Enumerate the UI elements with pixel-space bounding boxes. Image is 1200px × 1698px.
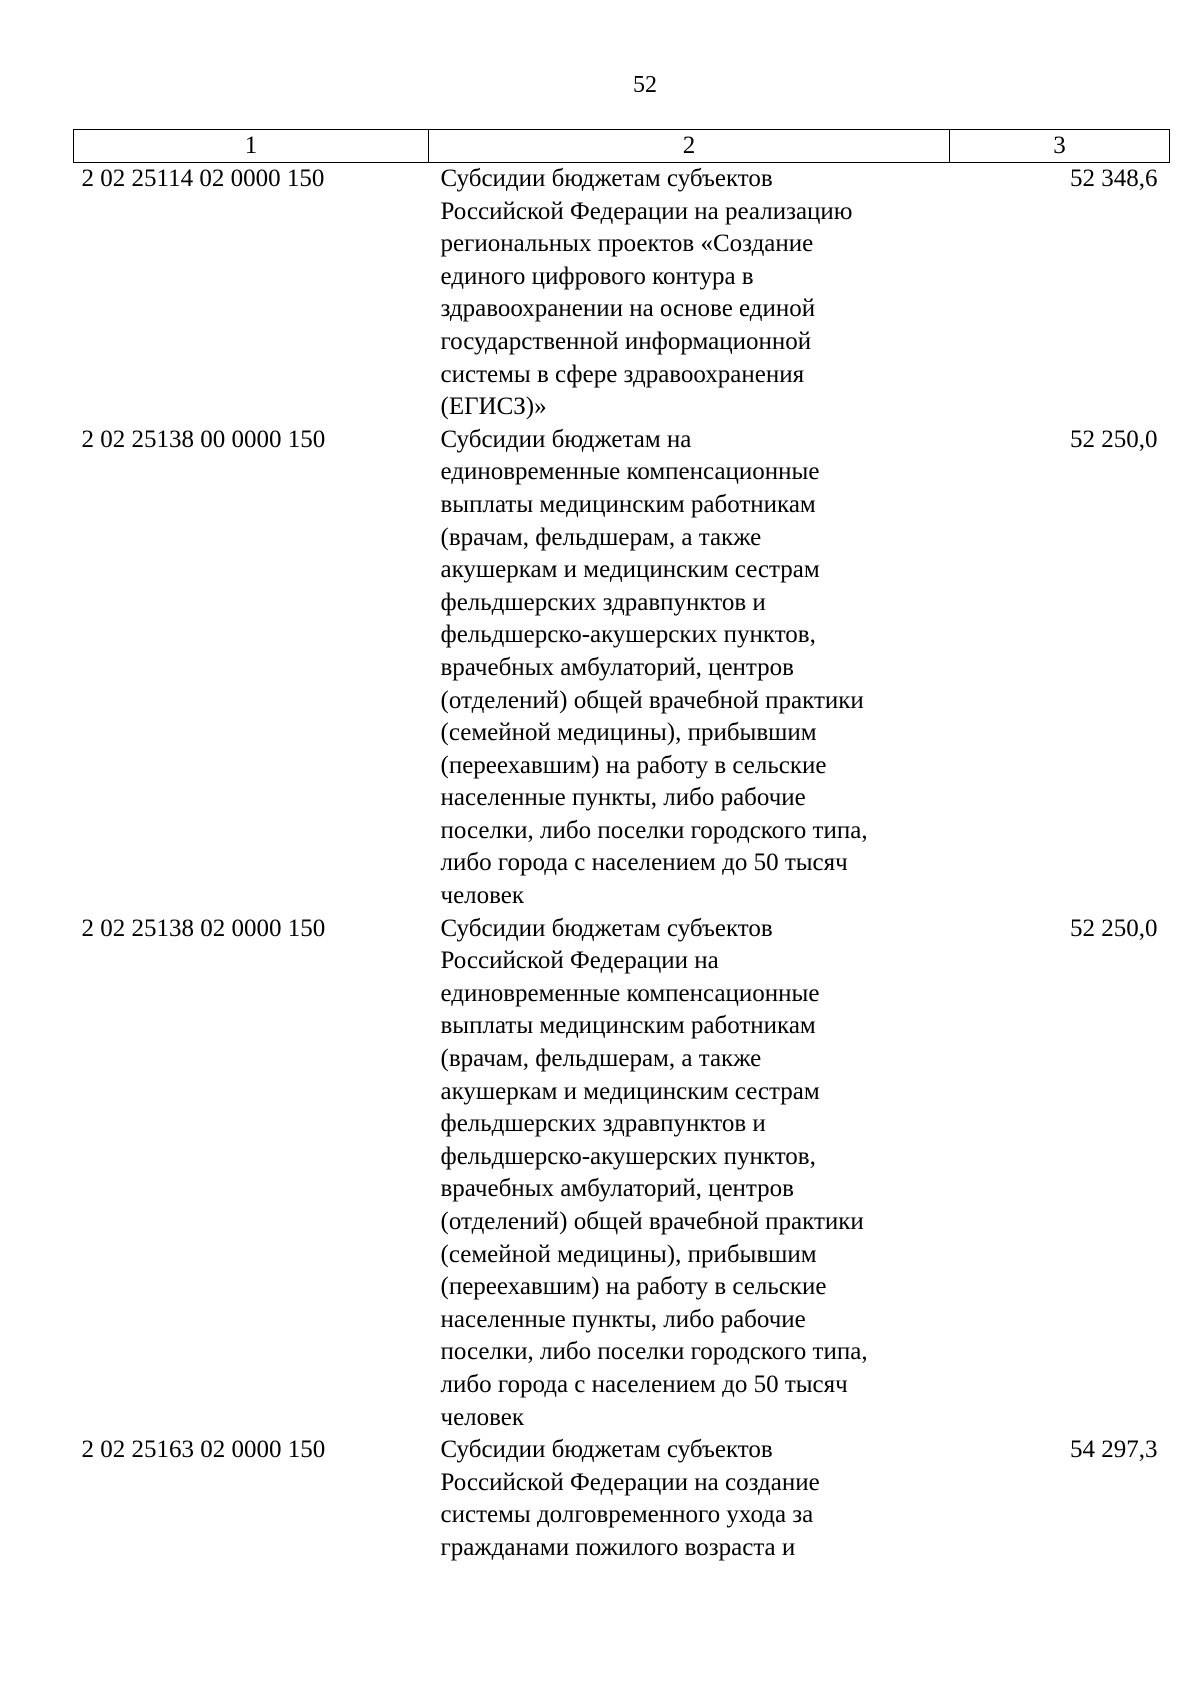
page-number: 52 [633,72,657,98]
description-line: гражданами пожилого возраста и [440,1533,796,1561]
revenue-description [429,424,950,913]
description-line: выплаты медицинским работникам [440,1012,816,1040]
budget-classification-code: 2 02 25138 02 0000 150 [81,914,326,942]
description-line: Субсидии бюджетам субъектов [440,914,773,942]
column-header-3: 3 [950,130,1170,163]
description-line: Российской Федерации на реализацию [440,197,853,225]
description-line: (отделений) общей врачебной практики [440,686,864,714]
description-line: Субсидии бюджетам на [440,425,692,453]
description-line: либо города с населением до 50 тысяч [440,849,848,877]
table-header [74,130,1170,163]
budget-classification-code: 2 02 25138 00 0000 150 [81,425,326,453]
description-line: Российской Федерации на создание [440,1468,820,1496]
description-line: единого цифрового контура в [440,262,754,290]
description-line: (врачам, фельдшерам, а также [440,1045,762,1073]
description-line: фельдшерско-акушерских пунктов, [440,621,816,649]
revenue-description [429,163,950,424]
description-line: Российской Федерации на [440,947,719,975]
description-line: (ЕГИСЗ)» [440,393,547,421]
table-row [74,1434,1170,1564]
description-line: региональных проектов «Создание [440,230,814,258]
description-line: (семейной медицины), прибывшим [440,719,817,747]
description-line: выплаты медицинским работникам [440,490,816,518]
description-line: (семейной медицины), прибывшим [440,1240,817,1268]
description-line: фельдшерских здравпунктов и [440,1110,766,1138]
revenue-description [429,1434,950,1564]
table-header-row [74,130,1170,163]
budget-classification-code: 2 02 25114 02 0000 150 [81,165,325,192]
description-line: акушеркам и медицинским сестрам [440,556,820,584]
description-line: человек [440,882,525,910]
amount-value: 52 250,0 [1070,914,1158,942]
description-line: населенные пункты, либо рабочие [440,1305,806,1333]
table-row [74,424,1170,913]
column-header-2: 2 [429,130,950,163]
amount-value: 54 297,3 [1070,1436,1158,1464]
description-line: единовременные компенсационные [440,458,820,486]
table-row [74,913,1170,1435]
description-line: акушеркам и медицинским сестрам [440,1077,820,1105]
description-line: здравоохранении на основе единой [440,295,816,323]
description-line: (переехавшим) на работу в сельские [440,751,827,779]
budget-revenue-table [73,129,1170,1565]
description-line: фельдшерских здравпунктов и [440,588,766,616]
description-line: либо города с населением до 50 тысяч [440,1370,848,1398]
description-line: системы долговременного ухода за [440,1501,814,1529]
description-line: поселки, либо поселки городского типа, [440,1338,868,1366]
description-line: государственной информационной [440,327,812,355]
table-row [74,163,1170,424]
description-line: поселки, либо поселки городского типа, [440,816,868,844]
amount-value: 52 348,6 [1070,165,1158,192]
description-line: Субсидии бюджетам субъектов [440,165,773,192]
description-line: (врачам, фельдшерам, а также [440,523,762,551]
revenue-description [429,913,950,1435]
description-line: (переехавшим) на работу в сельские [440,1273,827,1301]
description-line: врачебных амбулаторий, центров [440,653,794,681]
description-line: человек [440,1403,525,1431]
description-line: системы в сфере здравоохранения [440,360,805,388]
description-line: единовременные компенсационные [440,979,820,1007]
description-line: (отделений) общей врачебной практики [440,1208,864,1235]
budget-classification-code: 2 02 25163 02 0000 150 [81,1436,326,1464]
table-body [74,163,1170,1565]
column-header-1: 1 [74,130,429,163]
description-line: населенные пункты, либо рабочие [440,784,806,812]
description-line: фельдшерско-акушерских пунктов, [440,1142,816,1170]
description-line: врачебных амбулаторий, центров [440,1175,794,1203]
amount-value: 52 250,0 [1070,425,1158,453]
description-line: Субсидии бюджетам субъектов [440,1436,773,1464]
